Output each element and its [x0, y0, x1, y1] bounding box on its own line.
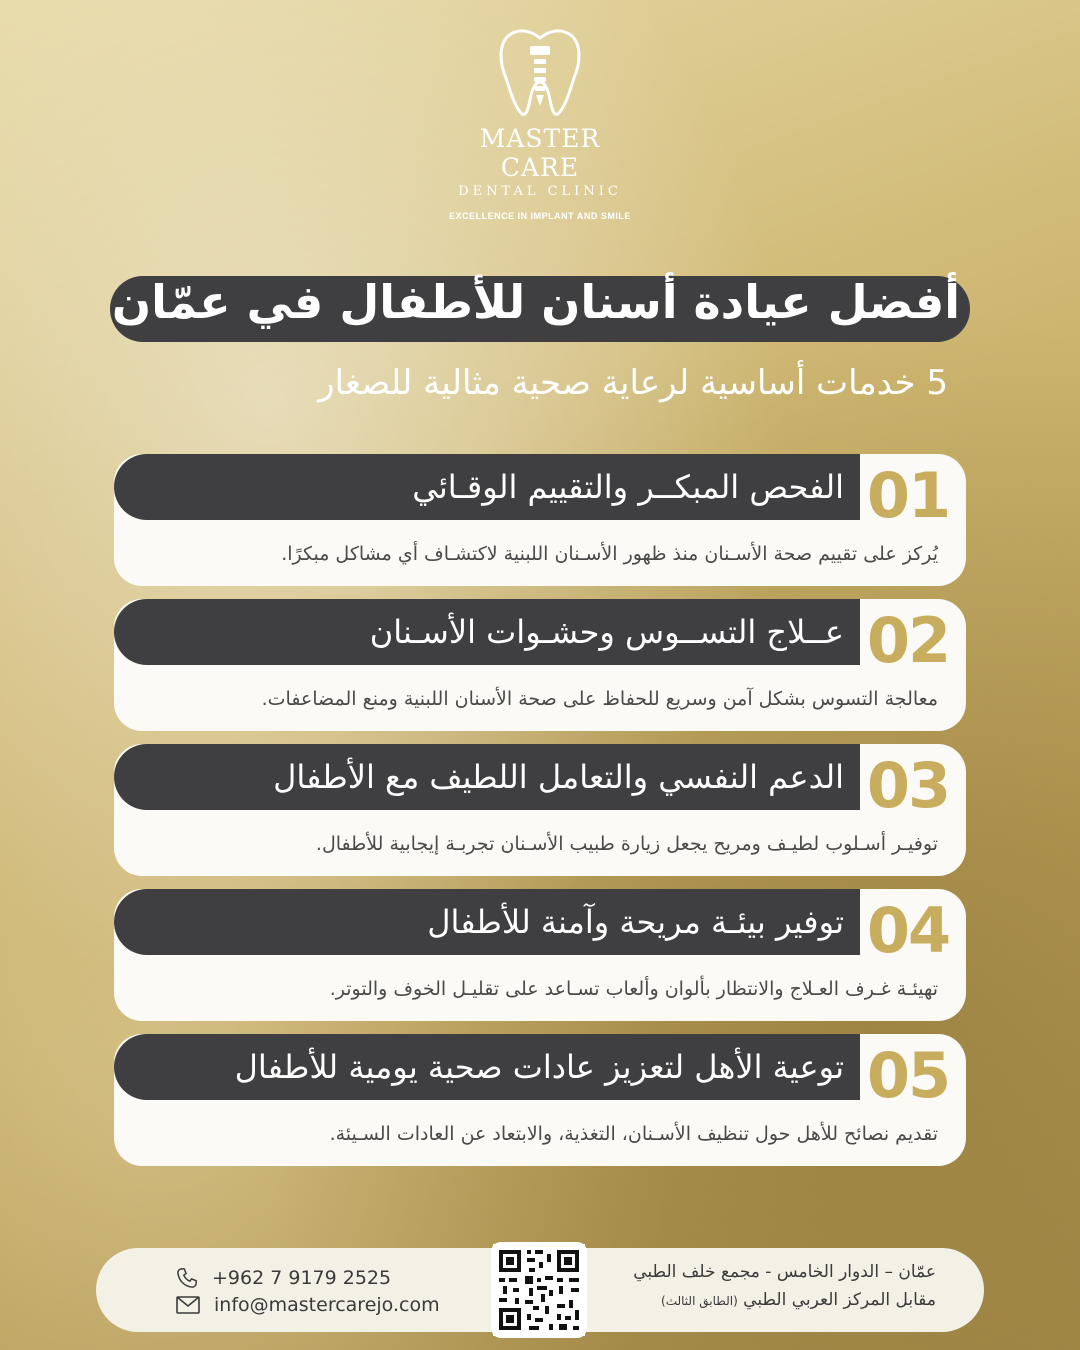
- email-row[interactable]: [176, 1291, 440, 1319]
- email-icon: [176, 1296, 200, 1314]
- service-description: يُركز على تقييم صحة الأسـنان منذ ظهور الأسـنان اللبنية لاكتشـاف أي مشاكل مبكرًا.: [281, 543, 938, 565]
- clinic-logo: [440, 26, 640, 221]
- service-description: تقديم نصائح للأهل حول تنظيف الأسـنان، التغذية، والابتعاد عن العادات السـيئة.: [329, 1123, 938, 1145]
- service-card-03: [114, 744, 966, 876]
- phone-row[interactable]: [176, 1264, 391, 1292]
- service-number: 05: [866, 1039, 950, 1112]
- service-title: توعية الأهل لتعزيز عادات صحية يومية للأطفال: [234, 1048, 844, 1086]
- email-address: info@mastercarejo.com: [214, 1294, 440, 1316]
- address-floor: (الطابق الثالث): [661, 1294, 738, 1308]
- contact-footer: [96, 1248, 984, 1332]
- service-number: 01: [866, 459, 950, 532]
- address-line-2: [576, 1290, 936, 1310]
- service-description: تهيئـة غـرف العـلاج والانتظار بألوان وألعاب تسـاعد على تقليـل الخوف والتوتر.: [329, 978, 938, 1000]
- brand-name: MASTER CARE: [479, 124, 601, 182]
- service-number: 02: [866, 604, 950, 677]
- page-title: أفضل عيادة أسنان للأطفال في عمّان: [111, 275, 960, 329]
- brand-tagline: EXCELLENCE IN IMPLANT AND SMILE: [449, 211, 631, 221]
- phone-number: +962 7 9179 2525: [212, 1267, 392, 1289]
- service-card-05: [114, 1034, 966, 1166]
- phone-icon: [176, 1267, 198, 1289]
- service-description: معالجة التسوس بشكل آمن وسريع للحفاظ على صحة الأسنان اللبنية ومنع المضاعفات.: [261, 688, 938, 710]
- qr-code[interactable]: [493, 1244, 585, 1336]
- service-description: توفيـر أسـلوب لطيـف ومريح يجعل زيارة طبيب الأسـنان تجربـة إيجابية للأطفال.: [315, 833, 938, 855]
- service-number: 04: [866, 894, 950, 967]
- brand-subtitle: DENTAL CLINIC: [458, 184, 622, 199]
- service-title: توفير بيئـة مريحة وآمنة للأطفال: [427, 903, 844, 941]
- address-line-1: عمّان – الدوار الخامس - مجمع خلف الطبي: [633, 1262, 936, 1282]
- service-card-01: [114, 454, 966, 586]
- service-card-02: [114, 599, 966, 731]
- service-title: الفحص المبكــر والتقييم الوقـائي: [412, 468, 844, 506]
- qr-code-graphic: [493, 1244, 585, 1336]
- service-title: عــلاج التســوس وحشـوات الأسـنان: [369, 613, 844, 651]
- service-title: الدعم النفسي والتعامل اللطيف مع الأطفال: [273, 758, 844, 796]
- page-subtitle: 5 خدمات أساسية لرعاية صحية مثالية للصغار: [318, 363, 948, 403]
- tooth-implant-icon: [496, 26, 584, 118]
- service-card-04: [114, 889, 966, 1021]
- address-main: مقابل المركز العربي الطبي: [743, 1290, 936, 1310]
- service-number: 03: [866, 749, 950, 822]
